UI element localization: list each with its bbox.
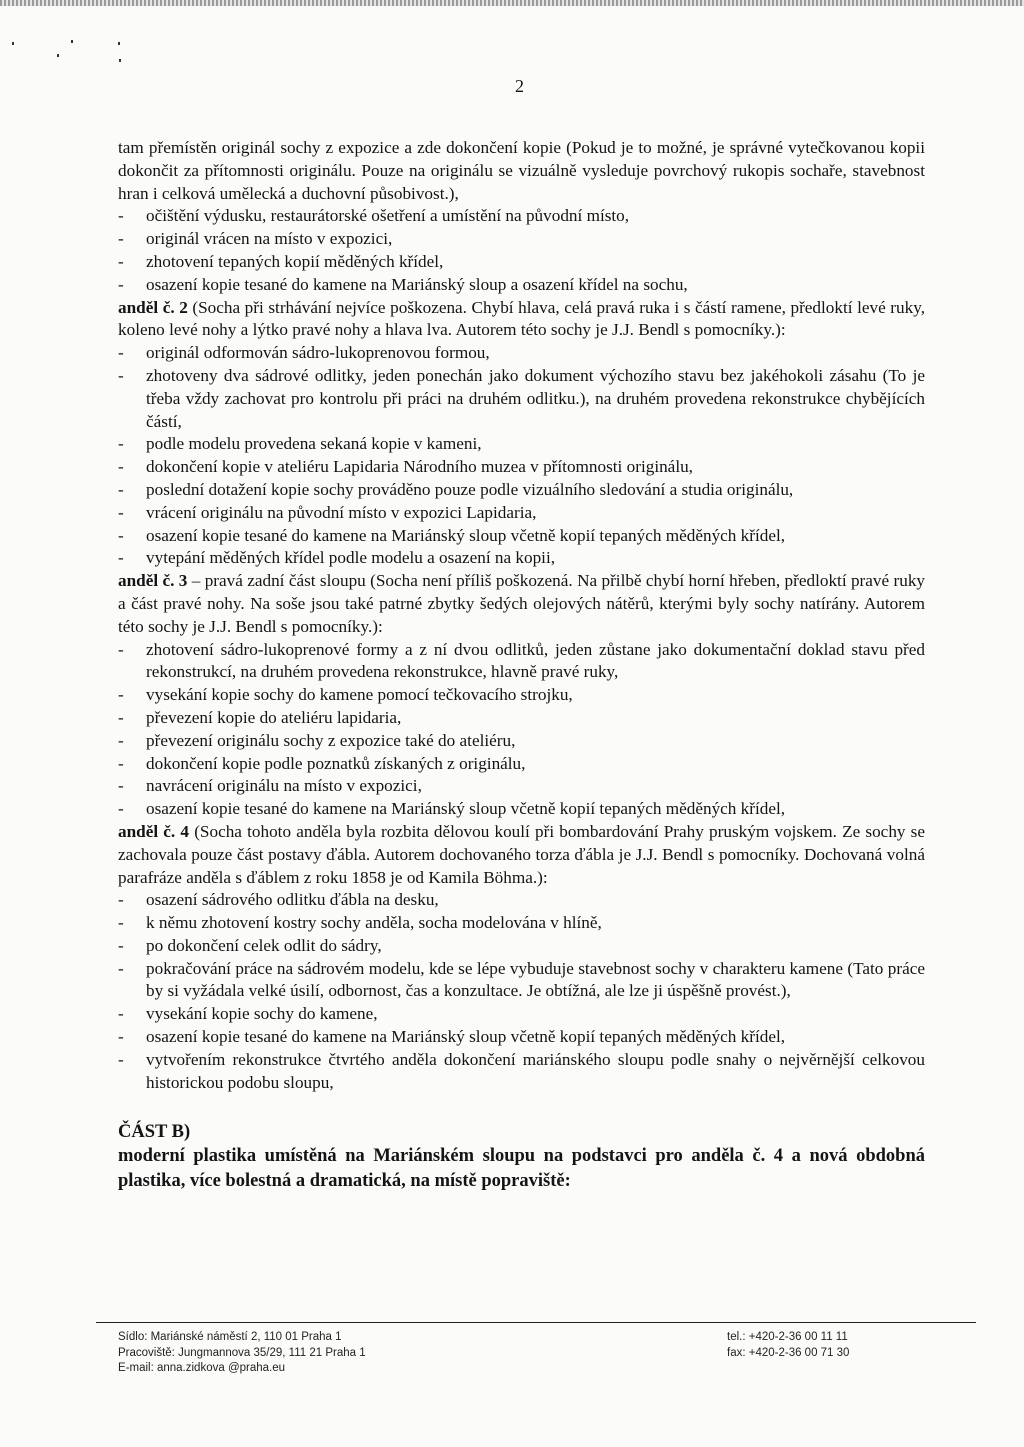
- list-item: - k němu zhotovení kostry sochy anděla, socha modelována v hlíně,: [118, 913, 602, 933]
- list-item: - pokračování práce na sádrovém modelu, kde se lépe vybuduje stavebnost sochy v charakteru kamene (Tato práce by si vyžádala velké úsilí, odbornost, čas a konzultace. Je obtížná, ale lze ji úspěšně provést.),: [118, 958, 925, 1001]
- angel-3-list: [118, 639, 925, 821]
- angel-4-paragraph: anděl č. 4 (Socha tohoto anděla byla rozbita dělovou koulí při bombardování Prahy pruským vojskem. Ze sochy se zachovala pouze část postavy ďábla. Autorem dochovaného torza ďábla je J.J. Bendl s pomocníky. Dochovaná volná parafráze anděla s ďáblem z roku 1858 je od Kamila Böhma.):: [118, 821, 926, 887]
- list-item: - vysekání kopie sochy do kamene,: [118, 1004, 378, 1024]
- footer-phone: tel.: +420-2-36 00 11 11: [727, 1331, 848, 1343]
- list-item: - vytvořením rekonstrukce čtvrtého anděla dokončení mariánského sloupu podle snahy o nejvěrnější celkovou historickou podobu sloupu,: [118, 1049, 925, 1092]
- page-number: 2: [515, 76, 524, 96]
- footer-email: E-mail: anna.zidkova @praha.eu: [118, 1362, 286, 1374]
- angel-2-list: [118, 342, 925, 570]
- list-item: - zhotovení tepaných kopií měděných křídel,: [118, 251, 444, 271]
- list-item: - originál vrácen na místo v expozici,: [118, 229, 393, 249]
- list-item: - osazení kopie tesané do kamene na Mariánský sloup včetně kopií tepaných měděných křídel,: [118, 525, 786, 545]
- part-b-heading: ČÁST B): [118, 1122, 191, 1143]
- list-item: - očištění výdusku, restaurátorské ošetření a umístění na původní místo,: [118, 206, 630, 226]
- angel-3-paragraph: anděl č. 3 – pravá zadní část sloupu (Socha není příliš poškozená. Na přilbě chybí horní hřeben, předloktí pravé ruky a část pravé nohy. Na soše jsou také patrné zbytky šedých olejových nátěrů, kterými byly sochy natírány. Autorem této sochy je J.J. Bendl s pomocníky.):: [118, 571, 926, 636]
- footer-workplace: Pracoviště: Jungmannova 35/29, 111 21 Praha 1: [118, 1346, 366, 1359]
- intro-paragraph: tam přemístěn originál sochy z expozice a zde dokončení kopie (Pokud je to možné, je správné vytečkovanou kopii dokončit za přítomnosti originálu. Pouze na originálu se vizuálně vysleduje povrchový rukopis sochaře, stavebnost hran i celková umělecká a duchovní působivost.),: [118, 138, 925, 203]
- document-body: [118, 137, 925, 1194]
- angel-2-heading: anděl č. 2: [118, 297, 188, 317]
- list-item: - osazení sádrového odlitku ďábla na desku,: [118, 890, 439, 910]
- list-item: - zhotovení sádro-lukoprenové formy a z ní dvou odlitků, jeden zůstane jako dokumentační doklad stavu před rekonstrukcí, na druhém provedena rekonstrukce, hlavně pravé ruky,: [118, 639, 925, 682]
- part-b-subtitle: moderní plastika umístěná na Mariánském sloupu na podstavci pro anděla č. 4 a nová obdobná plastika, více bolestná a dramatická, na místě popraviště:: [118, 1146, 925, 1192]
- intro-list: [118, 205, 925, 296]
- list-item: - dokončení kopie v ateliéru Lapidaria Národního muzea v přítomnosti originálu,: [118, 457, 693, 477]
- list-item: - osazení kopie tesané do kamene na Mariánský sloup včetně kopií tepaných měděných křídel,: [118, 799, 786, 819]
- list-item: - vrácení originálu na původní místo v expozici Lapidaria,: [118, 502, 537, 522]
- list-item: - poslední dotažení kopie sochy prováděno pouze podle vizuálního sledování a studia originálu,: [118, 479, 794, 499]
- list-item: - osazení kopie tesané do kamene na Mariánský sloup včetně kopií tepaných měděných křídel,: [118, 1027, 786, 1047]
- footer-address-block: [118, 1330, 366, 1377]
- footer-address: Sídlo: Mariánské náměstí 2, 110 01 Praha 1: [118, 1331, 342, 1343]
- scan-edge-strip: [0, 0, 1024, 6]
- angel-2-paragraph: anděl č. 2 (Socha při strhávání nejvíce poškozena. Chybí hlava, celá pravá ruka i s částí ramene, předloktí levé ruky, koleno levé nohy a lýtko pravé nohy a hlava lva. Autorem této sochy je J.J. Bendl s pomocníky.):: [118, 297, 925, 340]
- list-item: - osazení kopie tesané do kamene na Mariánský sloup a osazení křídel na sochu,: [118, 274, 688, 294]
- angel-4-list: [118, 889, 925, 1094]
- list-item: - vysekání kopie sochy do kamene pomocí tečkovacího strojku,: [118, 685, 573, 705]
- list-item: - zhotoveny dva sádrové odlitky, jeden ponechán jako dokument výchozího stavu bez jakéhokoli zásahu (To je třeba vždy zachovat pro kontrolu při práci na druhém odlitku.), na druhém provedena rekonstrukce chybějících částí,: [118, 365, 925, 431]
- footer-divider: [96, 1322, 976, 1323]
- angel-4-heading: anděl č. 4: [118, 821, 190, 841]
- list-item: - převezení originálu sochy z expozice také do ateliéru,: [118, 730, 516, 750]
- list-item: - podle modelu provedena sekaná kopie v kameni,: [118, 434, 482, 454]
- list-item: - po dokončení celek odlit do sádry,: [118, 935, 382, 955]
- list-item: - dokončení kopie podle poznatků získaných z originálu,: [118, 753, 526, 773]
- list-item: - originál odformován sádro-lukoprenovou formou,: [118, 343, 490, 363]
- list-item: - vytepání měděných křídel podle modelu a osazení na kopii,: [118, 548, 556, 568]
- list-item: - navrácení originálu na místo v expozici,: [118, 776, 422, 796]
- footer-fax: fax: +420-2-36 00 71 30: [727, 1346, 850, 1359]
- footer-contact-block: [727, 1330, 849, 1361]
- scan-specks: [0, 30, 140, 70]
- angel-3-heading: anděl č. 3: [118, 571, 188, 591]
- list-item: - převezení kopie do ateliéru lapidaria,: [118, 707, 402, 727]
